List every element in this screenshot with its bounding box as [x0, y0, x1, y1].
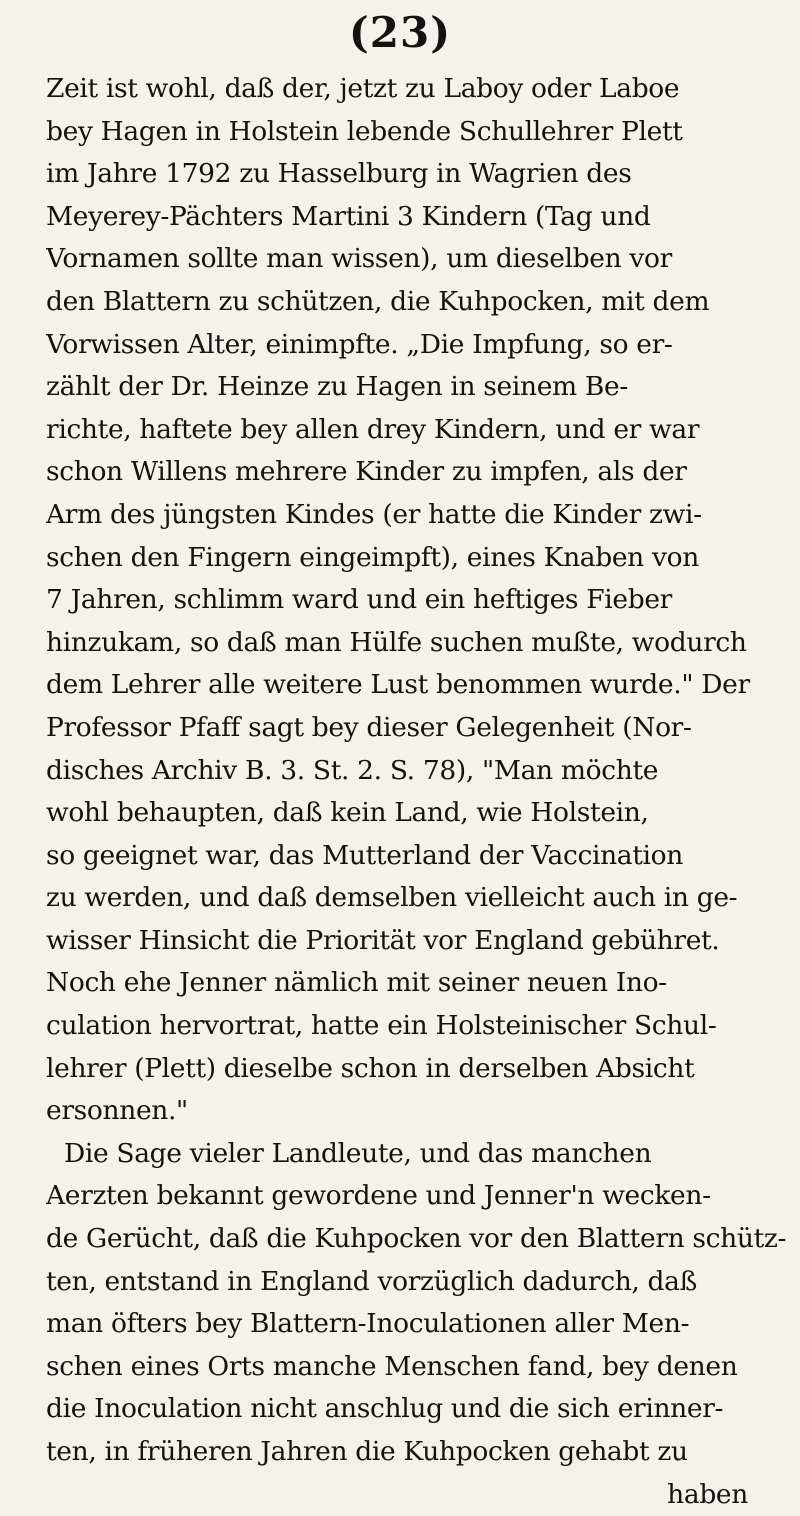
text-line: Vorwissen Alter, einimpfte. „Die Impfung, so er-: [46, 328, 673, 360]
text-line: bey Hagen in Holstein lebende Schullehrer Plett: [46, 115, 683, 147]
text-line: schen den Fingern eingeimpft), eines Knaben von: [46, 541, 699, 573]
paragraph-start-line: Die Sage vieler Landleute, und das manchen: [64, 1137, 652, 1169]
text-line: Arm des jüngsten Kindes (er hatte die Kinder zwi-: [46, 498, 702, 530]
text-line: die Inoculation nicht anschlug und die sich erinner-: [46, 1393, 724, 1425]
text-line: Professor Pfaff sagt bey dieser Gelegenheit (Nor-: [46, 711, 692, 743]
text-line: lehrer (Plett) dieselbe schon in derselben Absicht: [46, 1052, 695, 1084]
text-line: de Gerücht, daß die Kuhpocken vor den Blattern schütz-: [46, 1223, 787, 1255]
text-line: disches Archiv B. 3. St. 2. S. 78), "Man möchte: [46, 754, 659, 786]
text-line: Aerzten bekannt gewordene und Jenner'n wecken-: [46, 1180, 711, 1212]
text-line: Vornamen sollte man wissen), um dieselben vor: [46, 243, 672, 275]
text-line: den Blattern zu schützen, die Kuhpocken, mit dem: [46, 285, 710, 317]
text-line: hinzukam, so daß man Hülfe suchen mußte, wodurch: [46, 626, 747, 658]
body-text: [46, 68, 788, 1516]
text-line: haben: [667, 1478, 748, 1510]
text-line: wisser Hinsicht die Priorität vor England gebühret.: [46, 924, 720, 956]
text-line: schon Willens mehrere Kinder zu impfen, als der: [46, 456, 687, 488]
text-line: im Jahre 1792 zu Hasselburg in Wagrien des: [46, 158, 632, 190]
text-line: Meyerey-Pächters Martini 3 Kindern (Tag und: [46, 200, 651, 232]
text-line: man öfters bey Blattern-Inoculationen aller Men-: [46, 1308, 690, 1340]
page-number: (23): [348, 8, 452, 57]
text-line: Noch ehe Jenner nämlich mit seiner neuen Ino-: [46, 967, 667, 999]
text-line: wohl behaupten, daß kein Land, wie Holstein,: [46, 797, 649, 829]
text-line: so geeignet war, das Mutterland der Vaccination: [46, 839, 683, 871]
text-line: ten, entstand in England vorzüglich dadurch, daß: [46, 1265, 697, 1297]
text-line: zu werden, und daß demselben vielleicht auch in ge-: [46, 882, 738, 914]
text-line: zählt der Dr. Heinze zu Hagen in seinem Be-: [46, 371, 628, 403]
text-line: culation hervortrat, hatte ein Holsteinischer Schul-: [46, 1010, 717, 1042]
text-line: richte, haftete bey allen drey Kindern, und er war: [46, 413, 700, 445]
text-line: schen eines Orts manche Menschen fand, bey denen: [46, 1350, 738, 1382]
text-line: dem Lehrer alle weitere Lust benommen wurde." Der: [46, 669, 750, 701]
text-line: ersonnen.": [46, 1095, 188, 1127]
text-line: ten, in früheren Jahren die Kuhpocken gehabt zu: [46, 1436, 688, 1467]
text-line: 7 Jahren, schlimm ward und ein heftiges Fieber: [46, 584, 672, 616]
text-line: Zeit ist wohl, daß der, jetzt zu Laboy oder Laboe: [46, 73, 680, 104]
